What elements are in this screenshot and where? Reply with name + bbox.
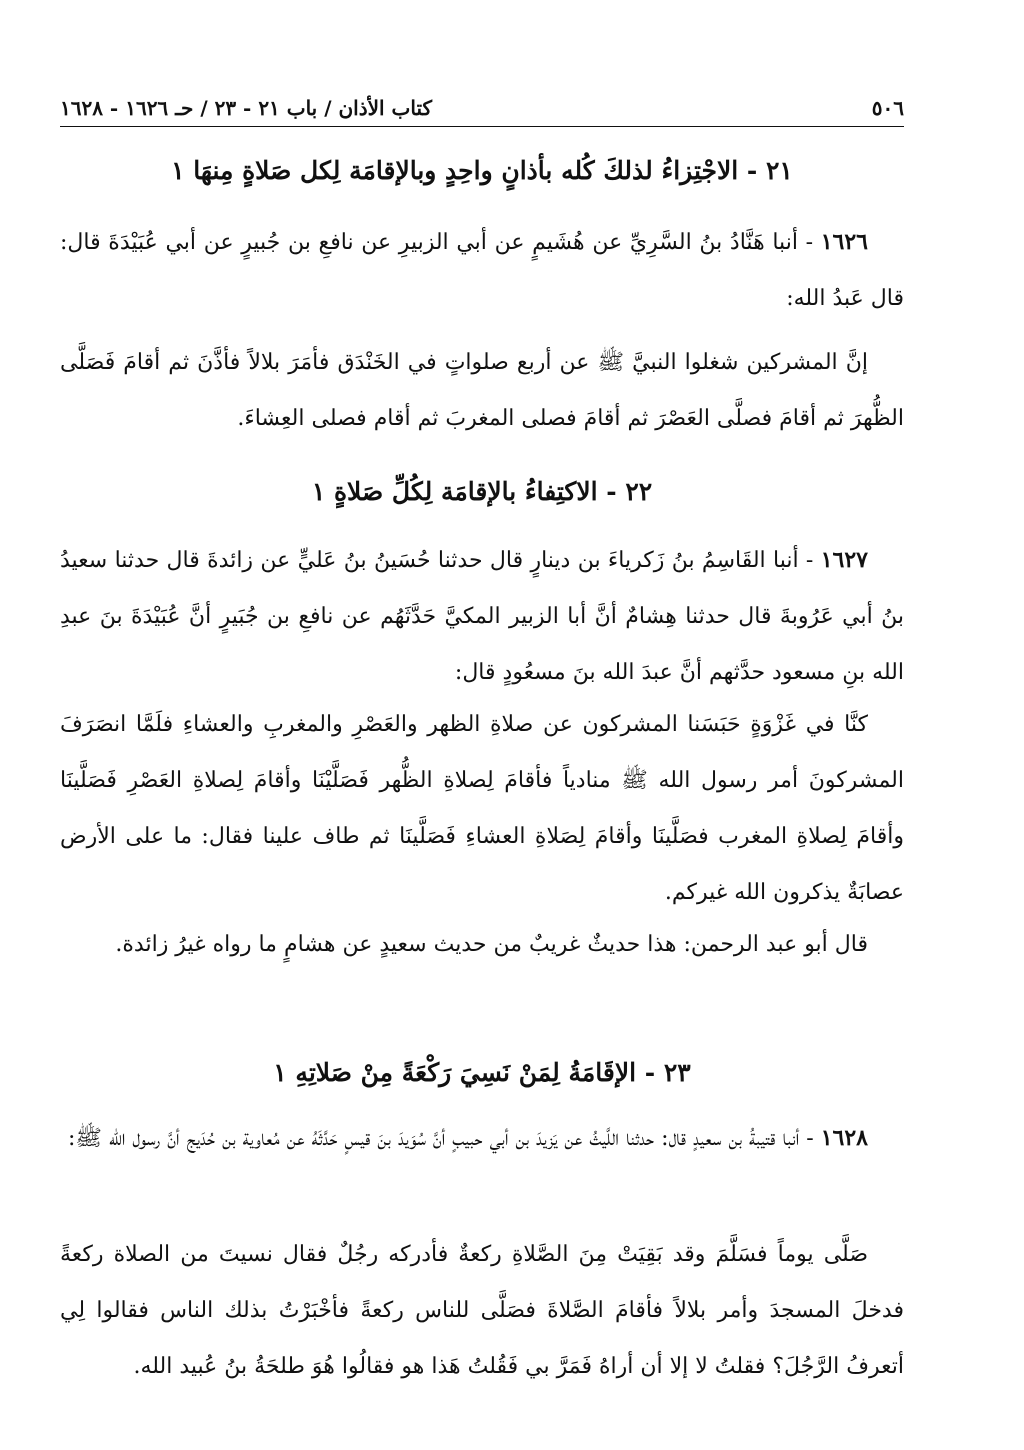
page-number: ٥٠٦	[871, 96, 904, 120]
hadith-1628-matn: صَلَّى يوماً فسَلَّمَ وقد بَقِيَتْ مِنَ الصَّلاةِ ركعةٌ فأدركه رجُلٌ فقال نسيتَ من الصلاة ركعةً فدخلَ المسجدَ وأمر بلالاً فأقامَ الصَّلاةَ فصَلَّى للناس ركعةً فأخْبَرْتُ بذلك الناس فقالوا لِي أتعرفُ الرَّجُلَ؟ فقلتُ لا إلا أن أراهُ فَمَرَّ بي فَقُلتُ هَذا هو فقالُوا هُوَ طلحَةُ بنُ عُبيد الله.	[60, 1242, 904, 1379]
hadith-1628-isnad	[60, 1110, 904, 1167]
hadith-number: ١٦٢٦	[820, 229, 868, 255]
hadith-1626-isnad	[60, 214, 904, 327]
hadith-1627-isnad	[60, 532, 904, 701]
page-header	[60, 96, 904, 127]
hadith-1627-matn: كنَّا في غَزْوَةٍ حَبَسَنا المشركون عن صلاةِ الظهر والعَصْرِ والمغربِ والعشاءِ فلَمَّا انصَرَفَ المشركونَ أمر رسول الله ﷺ منادياً فأقامَ لِصلاةِ الظُّهر فَصَلَّيْنَا وأقامَ لِصلاةِ العَصْرِ فَصَلَّينَا وأقامَ لِصلاةِ المغرب فصَلَّينَا وأقامَ لِصَلاةِ العشاءِ فَصَلَّينَا ثم طاف علينا فقال: ما على الأرض عصابَةٌ يذكرون الله غيركم.	[60, 712, 904, 905]
running-title: كتاب الأذان / باب ٢١ - ٢٣ / حـ ١٦٢٦ - ١٦٢٨	[60, 96, 433, 120]
hadith-1626-matn: إنَّ المشركين شغلوا النبيَّ ﷺ عن أربع صلواتٍ في الخَنْدَق فأمَرَ بلالاً فأذَّنَ ثم أقامَ فَصَلَّى الظُّهرَ ثم أقامَ فصلَّى العَصْرَ ثم أقامَ فصلى المغربَ ثم أقام فصلى العِشاءَ.	[60, 350, 904, 431]
hadith-number: ١٦٢٧	[820, 547, 868, 573]
isnad-text: - أنبا هَنَّادُ بنُ السَّرِيِّ عن هُشَيمٍ عن أبي الزبيرِ عن نافعِ بن جُبيرٍ عن أبي عُبَيْدَةَ قال: قال عَبدُ الله:	[60, 230, 904, 311]
section-21-heading: ٢١ - الاجْتِزاءُ لذلكَ كُله بأذانٍ واحِدٍ وبالإقامَة لِكل صَلاةٍ مِنهَا ١	[171, 156, 793, 185]
section-22-heading: ٢٢ - الاكتِفاءُ بالإقامَة لِكُلِّ صَلاةٍ ١	[311, 477, 653, 506]
hadith-1627-note: قال أبو عبد الرحمن: هذا حديثٌ غريبٌ من حديث سعيدٍ عن هشامٍ ما رواه غيرُ زائدة.	[115, 932, 868, 957]
hadith-number: ١٦٢٨	[820, 1125, 868, 1151]
isnad-text: - أنبا قتيبةُ بن سعيدٍ قال: حدثنا اللَّيثُ عن يَزيدَ بن أبي حبيبٍ أنَّ سُوَيدَ بنَ قيسٍ حَدَّثَهُ عن مُعاوية بن حُدَيج أنَّ رسول الله ﷺ:	[68, 1126, 814, 1151]
isnad-text: - أنبا القَاسِمُ بنُ زَكرياءَ بن دينارٍ قال حدثنا حُسَينُ بنُ عَليٍّ عن زائدةَ قال حدثنا سعيدُ بنُ أبي عَرُوبةَ قال حدثنا هِشامٌ أنَّ أبا الزبير المكيَّ حَدَّثَهُم عن نافعِ بن جُبَيرٍ أنَّ عُبَيْدَةَ بنَ عبدِ الله بنِ مسعود حدَّثهم أنَّ عبدَ الله بنَ مسعُودٍ قال:	[60, 548, 904, 685]
section-23-heading: ٢٣ - الإقَامَةُ لِمَنْ نَسِيَ رَكْعَةً مِنْ صَلاتِهِ ١	[273, 1058, 691, 1087]
